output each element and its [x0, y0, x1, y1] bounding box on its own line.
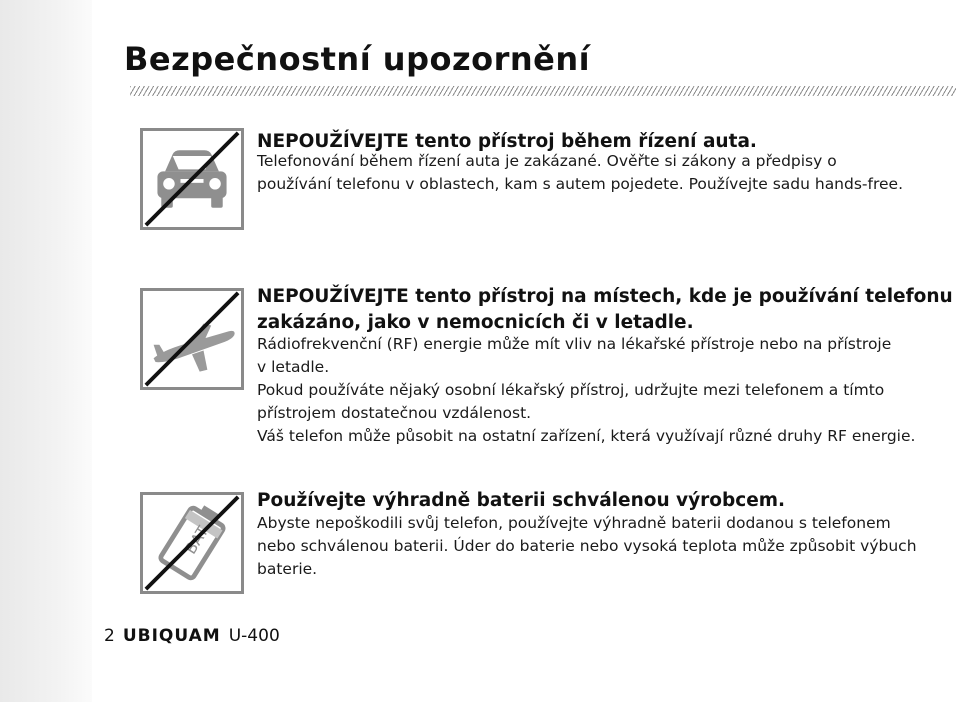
no-airplane-icon — [140, 288, 244, 390]
title-hatched-rule — [130, 86, 956, 96]
page-number: 2 — [104, 626, 115, 646]
brand-logo: UBIQUAM — [122, 626, 221, 646]
page-title: Bezpečnostní upozornění — [124, 40, 591, 78]
page-margin-band — [0, 0, 92, 702]
page-footer — [104, 626, 280, 646]
section-1-heading: NEPOUŽÍVEJTE tento přístroj během řízení auta. — [257, 131, 757, 152]
section-3-text: Abyste nepoškodili svůj telefon, používejte výhradně baterii dodanou s telefonem nebo schválenou baterii. Úder do baterie nebo vysoká teplota může způsobit výbuch baterie. — [257, 514, 917, 578]
section-2-text: Rádiofrekvenční (RF) energie může mít vliv na lékařské přístroje nebo na přístroje v letadle. Pokud používáte nějaký osobní lékařský přístroj, udržujte mezi telefonem a tímto přístrojem dostatečnou vzdálenost. Váš telefon může působit na ostatní zařízení, která využívají různé druhy RF energie. — [257, 335, 916, 445]
no-car-icon — [140, 128, 244, 230]
section-1-text: Telefonování během řízení auta je zakázané. Ověřte si zákony a předpisy o používání telefonu v oblastech, kam s autem pojedete. Používejte sadu hands-free. — [257, 152, 904, 193]
section-3-heading: Používejte výhradně baterii schválenou výrobcem. — [257, 490, 786, 511]
model-name: U-400 — [228, 626, 280, 646]
no-battery-icon — [140, 492, 244, 594]
section-2-heading: NEPOUŽÍVEJTE tento přístroj na místech, kde je používání telefonu zakázáno, jako v nemocnicích či v letadle. — [257, 286, 953, 333]
